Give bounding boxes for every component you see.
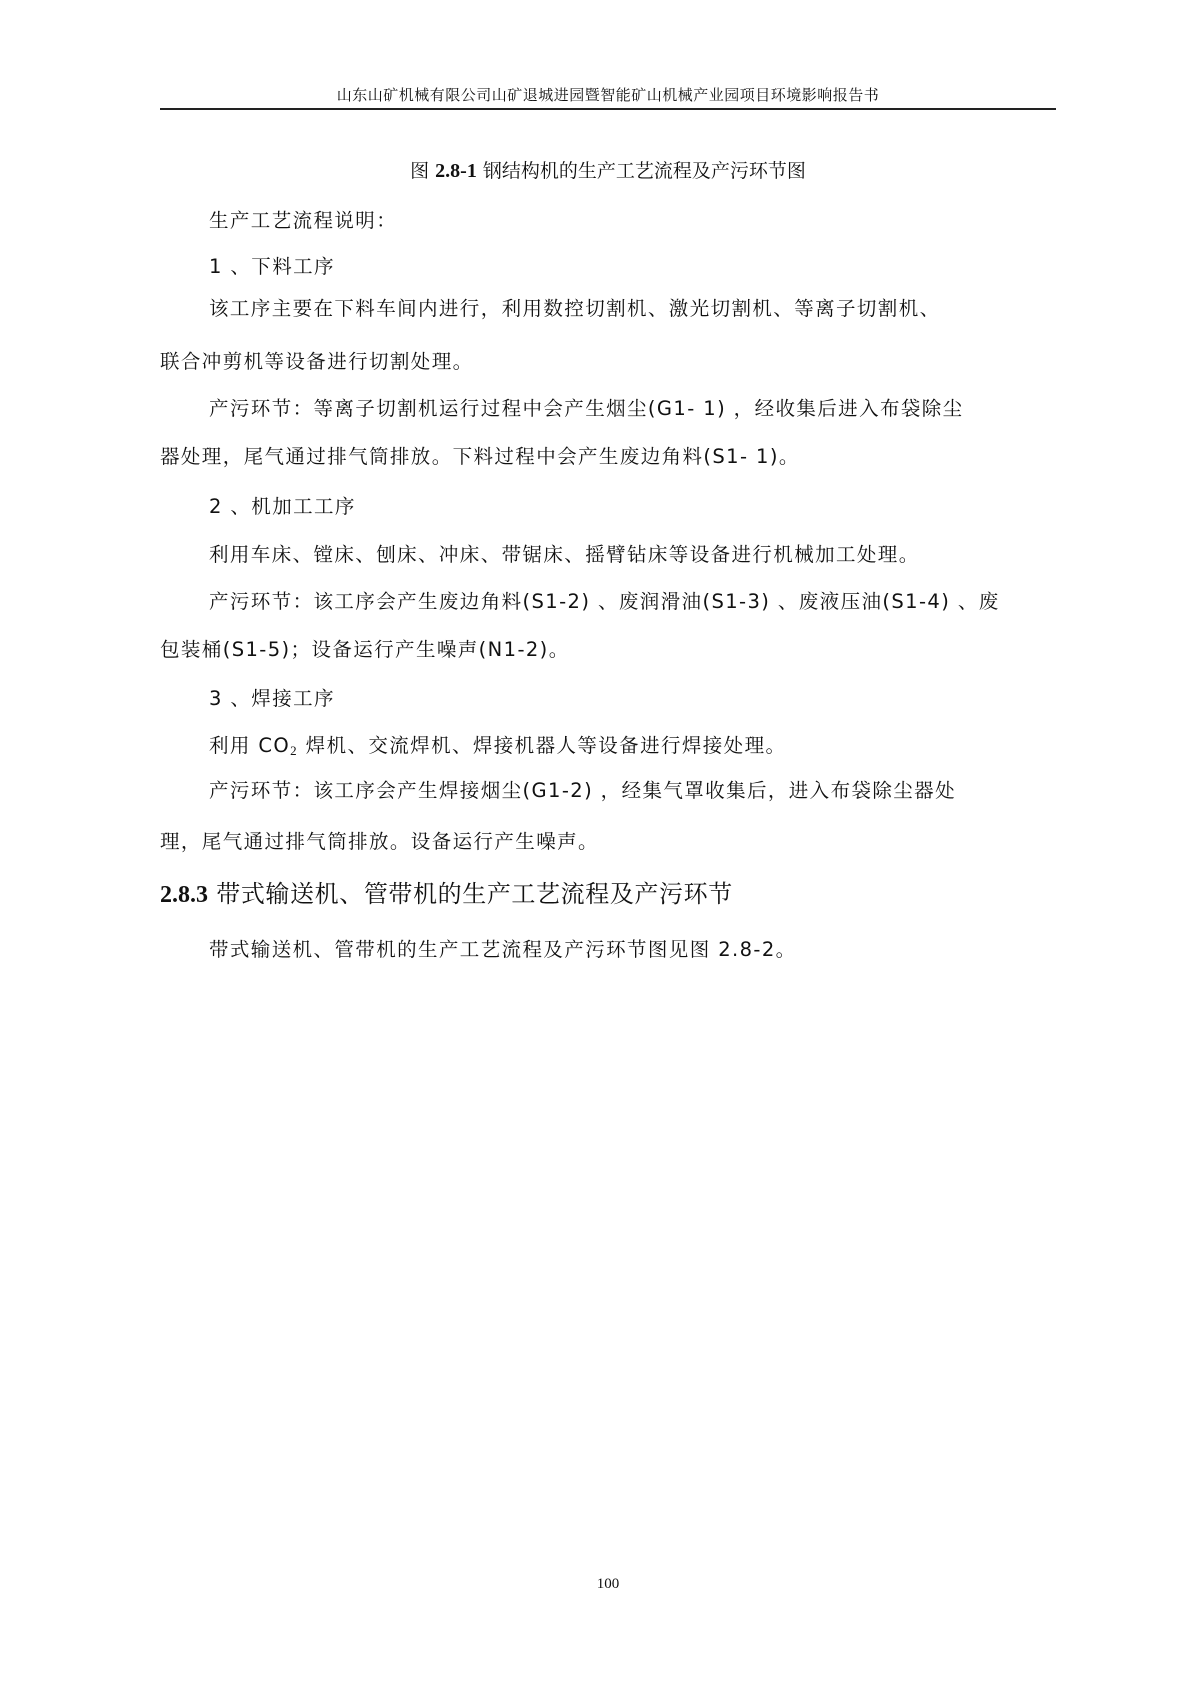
step2-desc: 利用车床、镗床、刨床、冲床、带锯床、摇臂钻床等设备进行机械加工处理。 [209, 543, 920, 566]
header-rule [160, 108, 1056, 110]
figure-caption-prefix: 图 [410, 160, 436, 182]
figure-caption-number: 2.8-1 [435, 160, 477, 182]
step3-desc-post: 焊机、交流焊机、焊接机器人等设备进行焊接处理。 [298, 734, 787, 757]
step3-desc [209, 730, 786, 759]
step1-desc-line2: 联合冲剪机等设备进行切割处理。 [160, 350, 474, 373]
process-intro: 生产工艺流程说明： [209, 209, 398, 232]
step1-title: 1 、下料工序 [209, 255, 335, 278]
step2-pollution-line1: 产污环节：该工序会产生废边角料(S1-2) 、废润滑油(S1-3) 、废液压油(S1-4) 、废 [209, 590, 1000, 613]
step3-desc-subscript: 2 [290, 743, 299, 758]
section-title: 带式输送机、管带机的生产工艺流程及产污环节 [208, 880, 733, 908]
step3-desc-pre: 利用 CO [209, 734, 291, 757]
section-paragraph: 带式输送机、管带机的生产工艺流程及产污环节图见图 2.8-2。 [209, 938, 797, 961]
step3-title: 3 、焊接工序 [209, 687, 335, 710]
section-heading [160, 874, 733, 909]
figure-caption-text: 钢结构机的生产工艺流程及产污环节图 [476, 160, 806, 182]
running-header: 山东山矿机械有限公司山矿退城进园暨智能矿山机械产业园项目环境影响报告书 [336, 86, 880, 104]
step1-pollution-line2: 器处理，尾气通过排气筒排放。下料过程中会产生废边角料(S1- 1)。 [160, 445, 800, 468]
page-number: 100 [596, 1576, 620, 1592]
step1-desc-line1: 该工序主要在下料车间内进行，利用数控切割机、激光切割机、等离子切割机、 [209, 297, 941, 320]
step2-title: 2 、机加工工序 [209, 495, 356, 518]
figure-caption [160, 156, 1056, 183]
section-number: 2.8.3 [160, 882, 208, 908]
step3-pollution-line1: 产污环节：该工序会产生焊接烟尘(G1-2) ，经集气罩收集后，进入布袋除尘器处 [209, 779, 956, 802]
step3-pollution-line2: 理，尾气通过排气筒排放。设备运行产生噪声。 [160, 830, 599, 853]
step1-pollution-line1: 产污环节：等离子切割机运行过程中会产生烟尘(G1- 1) ，经收集后进入布袋除尘 [209, 397, 964, 420]
step2-pollution-line2: 包装桶(S1-5)；设备运行产生噪声(N1-2)。 [160, 638, 570, 661]
